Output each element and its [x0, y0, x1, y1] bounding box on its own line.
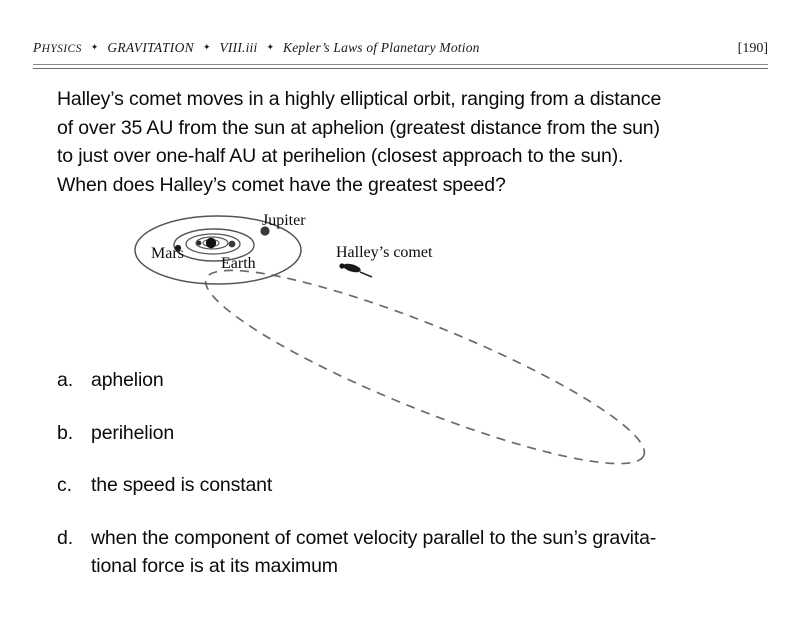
question-line: to just over one-half AU at perihelion (closest approach to the sun).	[57, 145, 624, 167]
question-text	[57, 85, 757, 199]
figure-label-earth: Earth	[221, 255, 256, 272]
venus-marker	[197, 241, 202, 246]
diamond-separator-icon: ✦	[90, 42, 99, 52]
answer-choices	[57, 366, 757, 581]
comet-marker-icon	[339, 262, 372, 277]
running-head-section: VIII.iii	[219, 40, 258, 55]
answer-text-d-line2: tional force is at its maximum	[91, 555, 338, 577]
answer-text-a: aphelion	[91, 369, 164, 391]
figure-label-jupiter: Jupiter	[262, 212, 306, 229]
answer-text-d	[91, 524, 757, 581]
answer-option-c[interactable]	[57, 471, 757, 500]
earth-marker	[229, 241, 236, 248]
running-head-subject: PHYSICS	[33, 40, 82, 55]
answer-option-a[interactable]	[57, 366, 757, 395]
answer-text-d-line1: when the component of comet velocity parallel to the sun’s gravita-	[91, 526, 657, 549]
figure-label-mars: Mars	[151, 245, 184, 262]
answer-option-d[interactable]	[57, 524, 757, 581]
answer-key-a: a.	[57, 369, 73, 391]
diamond-separator-icon: ✦	[266, 42, 274, 52]
question-line: of over 35 AU from the sun at aphelion (greatest distance from the sun)	[57, 116, 660, 139]
question-line: Halley’s comet moves in a highly elliptical orbit, ranging from a distance	[57, 88, 662, 110]
answer-key-b: b.	[57, 421, 73, 444]
running-head-topic: GRAVITATION	[107, 40, 194, 55]
diamond-separator-icon: ✦	[202, 42, 211, 52]
answer-text-c: the speed is constant	[91, 474, 273, 496]
running-head	[33, 40, 768, 60]
running-head-breadcrumb	[33, 40, 738, 56]
header-rule	[33, 64, 768, 69]
answer-key-c: c.	[57, 474, 72, 496]
sun-marker	[206, 238, 216, 248]
answer-option-b[interactable]	[57, 419, 757, 448]
page-number: [190]	[737, 41, 768, 56]
answer-text-b: perihelion	[91, 421, 175, 444]
question-line: When does Halley’s comet have the greatest speed?	[57, 173, 506, 196]
figure-label-halleys-comet: Halley’s comet	[336, 244, 433, 261]
running-head-title: Kepler’s Laws of Planetary Motion	[283, 40, 480, 55]
answer-key-d: d.	[57, 526, 73, 549]
